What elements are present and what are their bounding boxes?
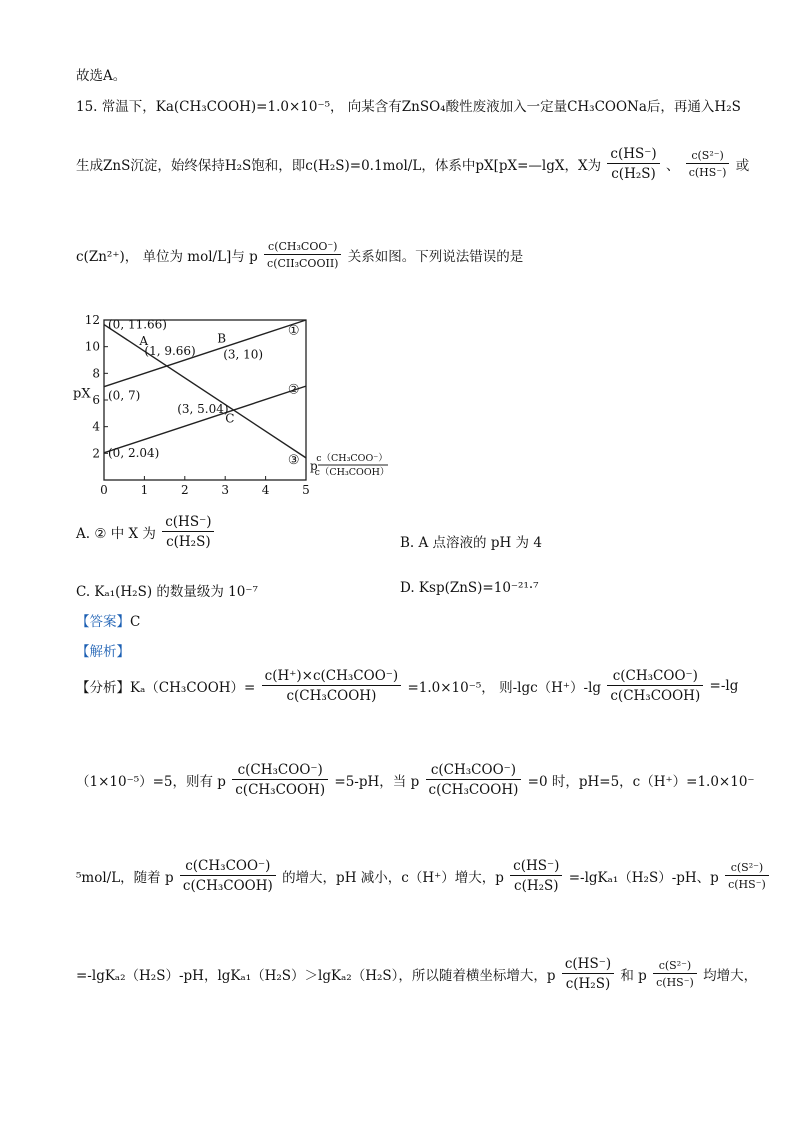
unit-text: c(Zn²⁺)， 单位为 mol/L]与 p — [76, 249, 258, 265]
fraction-s-hs: $\frac{\text{c(S²⁻)}}{c(HS^-)}$ — [686, 149, 730, 179]
fraction-hs-h2s: $\frac{c(HS^-)}{\text{c(H₂S)}}$ — [607, 146, 659, 182]
fraction-h-ac-product: $\frac{\text{c(H⁺)×c(CH₃COO⁻)}}{\text{c(CH₃COOH)}}$ — [262, 668, 402, 704]
q-text: 生成ZnS沉淀，始终保持H₂S饱和，即c(H₂S)=0.1mol/L，体系中pX[pX=—lgX，X为 — [76, 158, 602, 174]
series-label-1: ① — [287, 323, 300, 339]
answer-value: C — [130, 614, 141, 630]
separator: 、 — [665, 158, 680, 174]
fraction-s-hs-r3: $\frac{\text{c(S²⁻)}}{c(HS^-)}$ — [725, 861, 769, 891]
analysis-label: 【解析】 — [76, 644, 130, 660]
point-label: (0, 7) — [108, 388, 141, 403]
analysis-r1-a: 【分析】Kₐ（CH₃COOH）= — [76, 680, 256, 696]
x-axis-label-den: c（CH₃COOH） — [314, 467, 390, 478]
x-axis-label-prefix: p — [310, 459, 318, 473]
point-label: (0, 11.66) — [108, 317, 167, 332]
analysis-r4-a: =-lgKₐ₂（H₂S）-pH，lgKₐ₁（H₂S）＞lgKₐ₂（H₂S），所以随着横坐标增大，p — [76, 968, 556, 984]
point-label: (3, 5.04) — [177, 401, 229, 416]
point-label: B — [217, 331, 227, 346]
question-15-line-1: 15. 常温下，Ka(CH₃COOH)=1.0×10⁻⁵， 向某含有ZnSO₄酸性废液加入一定量CH₃COONa后，再通入H₂S — [76, 99, 741, 115]
x-tick-label: 5 — [302, 483, 310, 497]
analysis-row-1 — [76, 668, 738, 704]
fraction-hs-h2s-r4: $\frac{c(HS^-)}{\text{c(H₂S)}}$ — [562, 956, 614, 992]
x-tick-label: 4 — [261, 483, 270, 497]
question-15-line-3 — [76, 240, 523, 270]
analysis-r1-b: =1.0×10⁻⁵， 则-lgc（H⁺）-lg — [407, 680, 602, 696]
series-label-3: ③ — [287, 453, 300, 468]
fraction-s-hs-r4: $\frac{\text{c(S²⁻)}}{c(HS^-)}$ — [653, 959, 697, 989]
analysis-r3-b: 的增大，pH 减小，c（H⁺）增大，p — [282, 870, 504, 886]
y-tick-label: 8 — [92, 366, 100, 381]
option-b: B. A 点溶液的 pH 为 4 — [400, 535, 542, 551]
fraction-ac-hac-r3: $\frac{\text{c(CH₃COO⁻)}}{\text{c(CH₃COOH)}}$ — [180, 858, 276, 894]
analysis-r1-c: =-lg — [709, 678, 739, 694]
point-label: (3, 10) — [223, 347, 264, 362]
option-a-text: A. ② 中 X 为 — [76, 526, 156, 542]
answer-label: 【答案】 — [76, 614, 130, 630]
analysis-row-2 — [76, 762, 755, 798]
point-label: (1, 9.66) — [144, 344, 196, 359]
analysis-r2-a: （1×10⁻⁵）=5，则有 p — [76, 774, 226, 790]
analysis-r3-c: =-lgKₐ₁（H₂S）-pH、p — [568, 870, 719, 886]
x-axis-label-num: c（CH₃COO⁻） — [316, 453, 388, 464]
answer-line — [76, 610, 140, 630]
fraction-ac-hac-r1: $\frac{\text{c(CH₃COO⁻)}}{\text{c(CH₃COOH)}}$ — [607, 668, 703, 704]
x-tick-label: 0 — [100, 483, 108, 497]
y-tick-label: 4 — [92, 419, 100, 434]
point-label: C — [225, 411, 235, 426]
option-d: D. Ksp(ZnS)=10⁻²¹·⁷ — [400, 580, 539, 596]
fraction-ac-hac-header: $\frac{\text{c(CH₃COO⁻)}}{\text{c(CII₃COOII)}}$ — [264, 240, 341, 270]
analysis-r4-b: 和 p — [620, 968, 647, 984]
x-tick-label: 1 — [140, 483, 149, 497]
point-label: A — [139, 334, 149, 349]
fraction-hs-h2s-r3: $\frac{c(HS^-)}{\text{c(H₂S)}}$ — [510, 858, 562, 894]
y-tick-label: 10 — [84, 339, 100, 354]
option-a-fraction: $\frac{c(HS^-)}{\text{c(H₂S)}}$ — [162, 514, 214, 550]
option-a — [76, 514, 216, 550]
y-tick-label: 6 — [92, 393, 100, 407]
fraction-ac-hac-r2b: $\frac{\text{c(CH₃COO⁻)}}{\text{c(CH₃COOH)}}$ — [426, 762, 522, 798]
analysis-r4-c: 均增大， — [703, 968, 758, 984]
fraction-ac-hac-r2a: $\frac{\text{c(CH₃COO⁻)}}{\text{c(CH₃COOH)}}$ — [232, 762, 328, 798]
analysis-r2-c: =0 时，pH=5，c（H⁺）=1.0×10⁻ — [527, 774, 755, 790]
y-axis-label: pX — [73, 386, 91, 402]
y-tick-label: 12 — [84, 313, 100, 327]
analysis-row-4 — [76, 956, 757, 992]
intro-line-1: 故选A。 — [76, 68, 127, 84]
x-tick-label: 2 — [180, 483, 189, 497]
analysis-r2-b: =5-pH，当 p — [334, 774, 420, 790]
or-text: 或 — [735, 158, 750, 174]
question-15-line-2 — [76, 146, 749, 182]
analysis-r3-a: ⁵mol/L，随着 p — [76, 870, 174, 886]
point-label: (0, 2.04) — [108, 445, 160, 460]
analysis-row-3 — [76, 858, 771, 894]
x-tick-label: 3 — [221, 483, 230, 497]
option-c: C. Kₐ₁(H₂S) 的数量级为 10⁻⁷ — [76, 584, 258, 600]
question-ask: 关系如图。下列说法错误的是 — [347, 249, 524, 265]
y-tick-label: 2 — [92, 446, 100, 461]
series-label-2: ② — [287, 382, 300, 398]
px-chart — [70, 312, 420, 497]
